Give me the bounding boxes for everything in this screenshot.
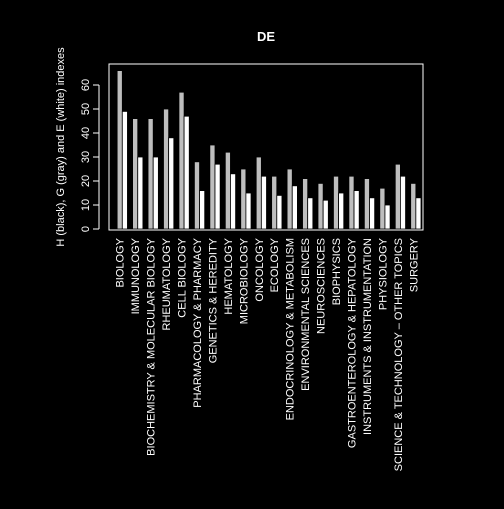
bar-h-4	[174, 171, 179, 229]
x-category-label-18: SCIENCE & TECHNOLOGY – OTHER TOPICS	[392, 238, 405, 472]
bar-g-4	[179, 92, 184, 229]
y-tick-label-0: 0	[80, 225, 92, 233]
bar-e-7	[230, 174, 235, 229]
bar-e-3	[169, 138, 174, 229]
bar-h-14	[328, 198, 333, 229]
bar-e-14	[339, 193, 344, 229]
bars-group	[112, 71, 421, 229]
y-tick-label-10: 10	[80, 198, 92, 212]
bar-h-1	[127, 162, 132, 229]
bar-g-16	[364, 179, 369, 229]
x-category-label-10: ECOLOGY	[269, 238, 282, 293]
bar-g-9	[256, 157, 261, 229]
bar-g-6	[210, 145, 215, 229]
x-category-label-9: ONCOLOGY	[253, 238, 266, 302]
bar-h-13	[313, 198, 318, 229]
bar-h-17	[375, 198, 380, 229]
bar-h-19	[406, 200, 411, 229]
bar-e-10	[277, 195, 282, 229]
y-tick-label-30: 30	[80, 150, 92, 164]
bar-g-3	[164, 109, 169, 229]
x-category-label-2: BIOCHEMISTRY & MOLECULAR BIOLOGY	[145, 238, 158, 456]
bar-h-3	[158, 167, 163, 229]
bar-e-16	[370, 198, 375, 229]
bar-e-5	[200, 191, 205, 229]
bar-g-19	[411, 183, 416, 229]
bar-e-4	[184, 116, 189, 229]
x-category-label-0: BIOLOGY	[114, 238, 127, 288]
x-category-label-11: ENDOCRINOLOGY & METABOLISM	[284, 238, 297, 421]
bar-h-7	[220, 188, 225, 229]
y-axis	[80, 79, 99, 232]
x-category-label-19: SURGERY	[408, 238, 421, 293]
bar-e-18	[400, 176, 405, 229]
bar-e-19	[416, 198, 421, 229]
bar-g-10	[272, 176, 277, 229]
x-category-label-6: GENETICS & HEREDITY	[207, 238, 220, 364]
bar-g-14	[333, 176, 338, 229]
x-category-label-12: ENVIRONMENTAL SCIENCES	[300, 238, 313, 391]
bar-g-15	[349, 176, 354, 229]
bar-h-18	[390, 198, 395, 229]
bar-h-8	[236, 188, 241, 229]
bar-e-1	[138, 157, 143, 229]
bar-g-1	[133, 119, 138, 229]
bar-h-15	[344, 198, 349, 229]
x-category-label-15: GASTROENTEROLOGY & HEPATOLOGY	[346, 238, 359, 449]
x-category-label-13: NEUROSCIENCES	[315, 238, 328, 334]
bar-g-0	[117, 71, 122, 229]
x-category-label-16: INSTRUMENTS & INSTRUMENTATION	[361, 238, 374, 435]
x-category-label-3: RHEUMATOLOGY	[161, 238, 174, 331]
bar-g-12	[303, 179, 308, 229]
y-tick-label-20: 20	[80, 174, 92, 188]
y-tick-label-60: 60	[80, 78, 92, 92]
x-category-label-17: PHYSIOLOGY	[377, 238, 390, 311]
bar-h-9	[251, 195, 256, 229]
bar-e-2	[153, 157, 158, 229]
bar-e-6	[215, 164, 220, 229]
bar-g-13	[318, 183, 323, 229]
x-category-label-14: BIOPHYSICS	[331, 238, 344, 306]
bar-h-11	[282, 195, 287, 229]
x-category-label-4: CELL BIOLOGY	[176, 238, 189, 318]
bar-g-8	[241, 169, 246, 229]
bar-e-8	[246, 193, 251, 229]
y-axis-label: H (black), G (gray) and E (white) indexes	[55, 47, 67, 247]
bar-h-0	[112, 152, 117, 229]
x-category-label-8: MICROBIOLOGY	[238, 238, 251, 325]
bar-h-5	[189, 181, 194, 229]
bar-g-5	[194, 162, 199, 229]
x-category-label-5: PHARMACOLOGY & PHARMACY	[191, 238, 204, 408]
bar-e-13	[323, 200, 328, 229]
x-category-label-1: IMMUNOLOGY	[130, 238, 143, 315]
bar-g-18	[395, 164, 400, 229]
bar-e-17	[385, 205, 390, 229]
bar-h-10	[267, 195, 272, 229]
bar-h-12	[297, 195, 302, 229]
bar-e-11	[292, 186, 297, 229]
bar-e-9	[261, 176, 266, 229]
bar-e-12	[308, 198, 313, 229]
bar-g-2	[148, 119, 153, 229]
bar-h-6	[205, 186, 210, 229]
chart-title: DE	[256, 29, 276, 44]
x-axis-labels	[115, 237, 421, 471]
bar-g-17	[380, 188, 385, 229]
bar-e-0	[122, 111, 127, 229]
y-tick-label-50: 50	[80, 102, 92, 116]
bar-g-7	[225, 152, 230, 229]
bar-e-15	[354, 191, 359, 229]
x-category-label-7: HEMATOLOGY	[222, 238, 235, 315]
bar-h-2	[143, 162, 148, 229]
bar-h-16	[359, 198, 364, 229]
bar-g-11	[287, 169, 292, 229]
y-tick-label-40: 40	[80, 126, 92, 140]
